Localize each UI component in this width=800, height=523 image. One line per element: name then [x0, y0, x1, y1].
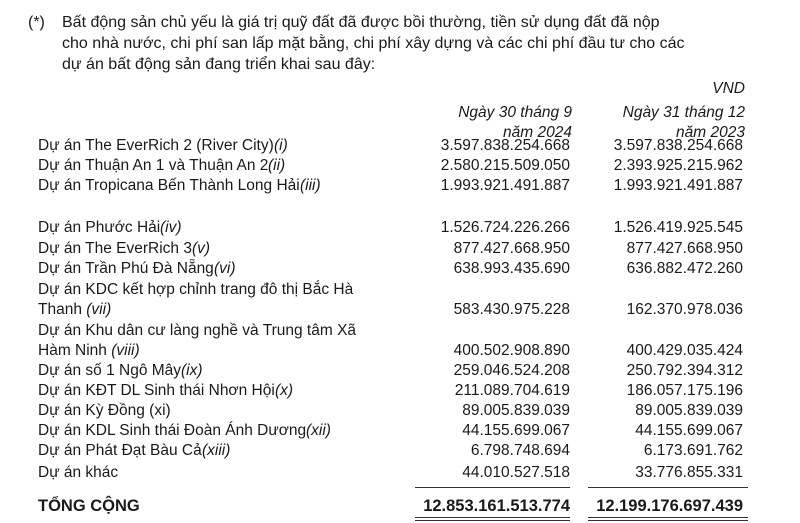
row-label: Dự án KDC kết hợp chỉnh trang đô thị Bắc Hà	[38, 281, 354, 298]
value-2023: 2.393.925.215.962	[613, 157, 743, 174]
total-value-2024: 12.853.161.513.774	[423, 497, 570, 515]
value-2023: 6.173.691.762	[643, 442, 743, 459]
row-label: Dự án Phước Hải	[38, 219, 161, 236]
row-note-ref: (x)	[275, 382, 294, 399]
row-note-ref: (ix)	[181, 362, 203, 379]
value-2024: 44.155.699.067	[462, 422, 570, 439]
total-double-line	[588, 517, 748, 518]
row-note-ref: (iv)	[160, 219, 182, 236]
header-line: Ngày 30 tháng 9	[458, 104, 572, 121]
value-2023: 400.429.035.424	[626, 342, 743, 359]
value-2024: 1.526.724.226.266	[440, 219, 570, 236]
value-2023: 89.005.839.039	[635, 402, 743, 419]
value-2023: 33.776.855.331	[635, 464, 743, 481]
row-note-ref: (vii)	[86, 301, 112, 318]
value-2024: 2.580.215.509.050	[440, 157, 570, 174]
intro-line: dự án bất động sản đang triển khai sau đây:	[62, 56, 376, 73]
row-label: Dự án khác	[38, 464, 119, 481]
row-note-ref: (xii)	[306, 422, 331, 439]
row-label: Dự án Kỳ Đồng (xi)	[38, 402, 171, 419]
header-line: Ngày 31 tháng 12	[622, 104, 745, 121]
value-2023: 1.993.921.491.887	[613, 177, 743, 194]
table-row	[38, 422, 750, 442]
value-2024: 1.993.921.491.887	[440, 177, 570, 194]
subtotal-line	[588, 487, 748, 488]
table-row	[38, 157, 750, 177]
total-value-2023: 12.199.176.697.439	[596, 497, 743, 515]
value-2024: 583.430.975.228	[453, 301, 570, 318]
row-label: Dự án KĐT DL Sinh thái Nhơn Hội	[38, 382, 275, 399]
row-note-ref: (viii)	[111, 342, 140, 359]
row-label: Dự án KDL Sinh thái Đoàn Ánh Dương	[38, 422, 307, 439]
value-2024: 638.993.435.690	[453, 260, 570, 277]
value-2024: 211.089.704.619	[454, 382, 570, 399]
row-label: Dự án The EverRich 2 (River City)	[38, 137, 274, 154]
row-label: Dự án The EverRich 3	[38, 240, 192, 257]
table-row	[38, 464, 750, 484]
row-label: Dự án Tropicana Bến Thành Long Hải	[38, 177, 300, 194]
value-2023: 44.155.699.067	[635, 422, 743, 439]
table-row	[38, 362, 750, 382]
row-note-ref: (i)	[274, 137, 288, 154]
value-2024: 877.427.668.950	[453, 240, 570, 257]
table-row	[38, 322, 750, 359]
table-row	[38, 260, 750, 280]
value-2023: 162.370.978.036	[626, 301, 743, 318]
table-row	[38, 402, 750, 422]
header-line: năm 2023	[676, 124, 745, 141]
value-2024: 3.597.838.254.668	[440, 137, 570, 154]
value-2024: 400.502.908.890	[453, 342, 570, 359]
row-note-ref: (v)	[192, 240, 211, 257]
total-double-line	[415, 520, 570, 521]
value-2024: 44.010.527.518	[462, 464, 570, 481]
total-double-line	[415, 517, 570, 518]
table-row	[38, 240, 750, 260]
value-2023: 250.792.394.312	[626, 362, 743, 379]
intro-line: Bất động sản chủ yếu là giá trị quỹ đất đã được bồi thường, tiền sử dụng đất đã nộp	[62, 14, 660, 31]
table-row	[38, 382, 750, 402]
row-label-cont	[38, 301, 111, 319]
row-label: Dự án Phát Đạt Bàu Cả	[38, 442, 202, 459]
intro-paragraph	[62, 12, 782, 75]
value-2023: 3.597.838.254.668	[613, 137, 743, 154]
row-label: Dự án Trần Phú Đà Nẵng	[38, 260, 214, 277]
row-label-text: Hàm Ninh	[38, 342, 112, 359]
table-row	[38, 137, 750, 157]
value-2023: 186.057.175.196	[626, 382, 743, 399]
value-2024: 6.798.748.694	[470, 442, 570, 459]
table-row	[38, 177, 750, 197]
currency-label: VND	[712, 80, 745, 97]
intro-line: cho nhà nước, chi phí san lấp mặt bằng, chi phí xây dựng và các chi phí đầu tư cho các	[62, 35, 685, 52]
row-label-text: Thanh	[38, 301, 87, 318]
row-label: Dự án số 1 Ngô Mây	[38, 362, 182, 379]
subtotal-line	[415, 487, 570, 488]
row-note-ref: (xiii)	[202, 442, 231, 459]
row-note-ref: (iii)	[300, 177, 321, 194]
row-note-ref: (ii)	[268, 157, 286, 174]
table-row	[38, 281, 750, 318]
value-2023: 636.882.472.260	[626, 260, 743, 277]
total-double-line	[588, 520, 748, 521]
note-marker: (*)	[28, 14, 45, 31]
value-2024: 259.046.524.208	[453, 362, 570, 379]
table-row	[38, 219, 750, 239]
row-label: Dự án Khu dân cư làng nghề và Trung tâm Xã	[38, 322, 357, 339]
row-label: Dự án Thuận An 1 và Thuận An 2	[38, 157, 269, 174]
row-label-cont	[38, 342, 140, 360]
value-2023: 1.526.419.925.545	[613, 219, 743, 236]
header-line: năm 2024	[503, 124, 572, 141]
value-2024: 89.005.839.039	[462, 402, 570, 419]
value-2023: 877.427.668.950	[626, 240, 743, 257]
table-row	[38, 442, 750, 462]
total-label: TỔNG CỘNG	[38, 497, 140, 515]
row-note-ref: (vi)	[214, 260, 236, 277]
